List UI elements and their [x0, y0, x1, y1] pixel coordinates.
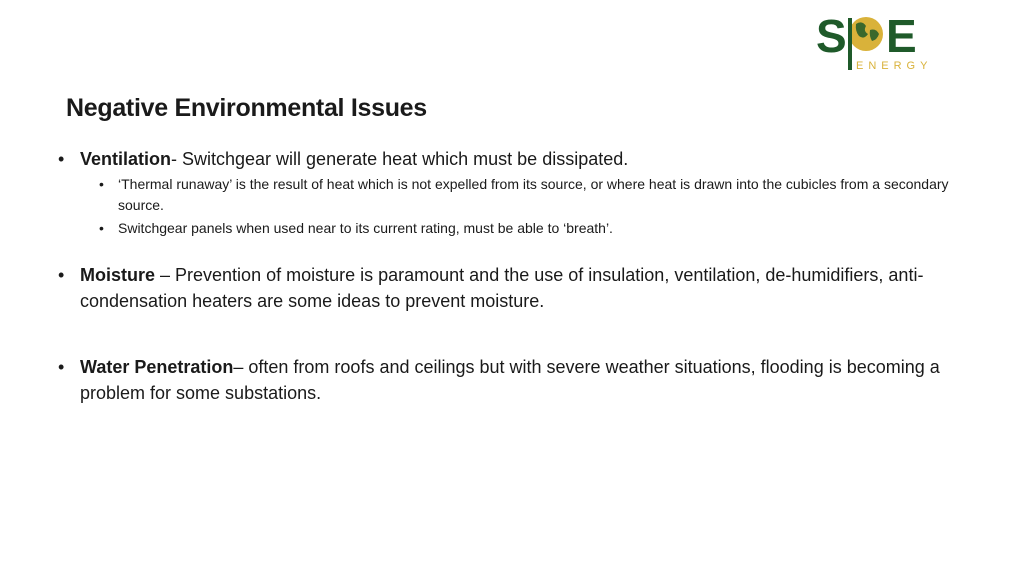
logo-tagline: ENERGY [856, 60, 933, 72]
bullet-dot: • [58, 265, 65, 285]
logo-graphic [816, 8, 938, 74]
bullet-list [58, 146, 958, 406]
sub-bullet-text: ‘Thermal runaway’ is the result of heat which is not expelled from its source, or where heat is drawn into the cubicles from a secondary source. [118, 176, 949, 213]
bullet-text: - Switchgear will generate heat which must be dissipated. [171, 149, 629, 169]
sub-bullet-breath [58, 218, 958, 239]
logo-stem [848, 18, 852, 70]
slide-title: Negative Environmental Issues [66, 94, 427, 122]
logo-letter-e: E [886, 10, 917, 62]
sub-bullet-dot: • [99, 220, 104, 236]
bullet-moisture [58, 262, 958, 314]
bullet-label: Moisture [80, 265, 156, 285]
logo-letter-s: S [816, 10, 847, 62]
bullet-text: – often from roofs and ceilings but with severe weather situations, flooding is becoming a problem for some substations. [80, 357, 940, 403]
spe-energy-logo [816, 8, 938, 74]
bullet-label: Water Penetration [80, 357, 234, 377]
sub-bullet-text: Switchgear panels when used near to its current rating, must be able to ‘breath’. [118, 220, 613, 236]
sub-bullet-dot: • [99, 176, 104, 192]
sub-bullet-thermal-runaway [58, 174, 958, 216]
bullet-dot: • [58, 149, 65, 169]
bullet-text: – Prevention of moisture is paramount and the use of insulation, ventilation, de-humidifiers, anti-condensation heaters are some ideas to prevent moisture. [80, 265, 924, 311]
bullet-label: Ventilation [80, 149, 172, 169]
bullet-dot: • [58, 357, 65, 377]
bullet-water-penetration [58, 354, 958, 406]
bullet-ventilation [58, 146, 958, 172]
